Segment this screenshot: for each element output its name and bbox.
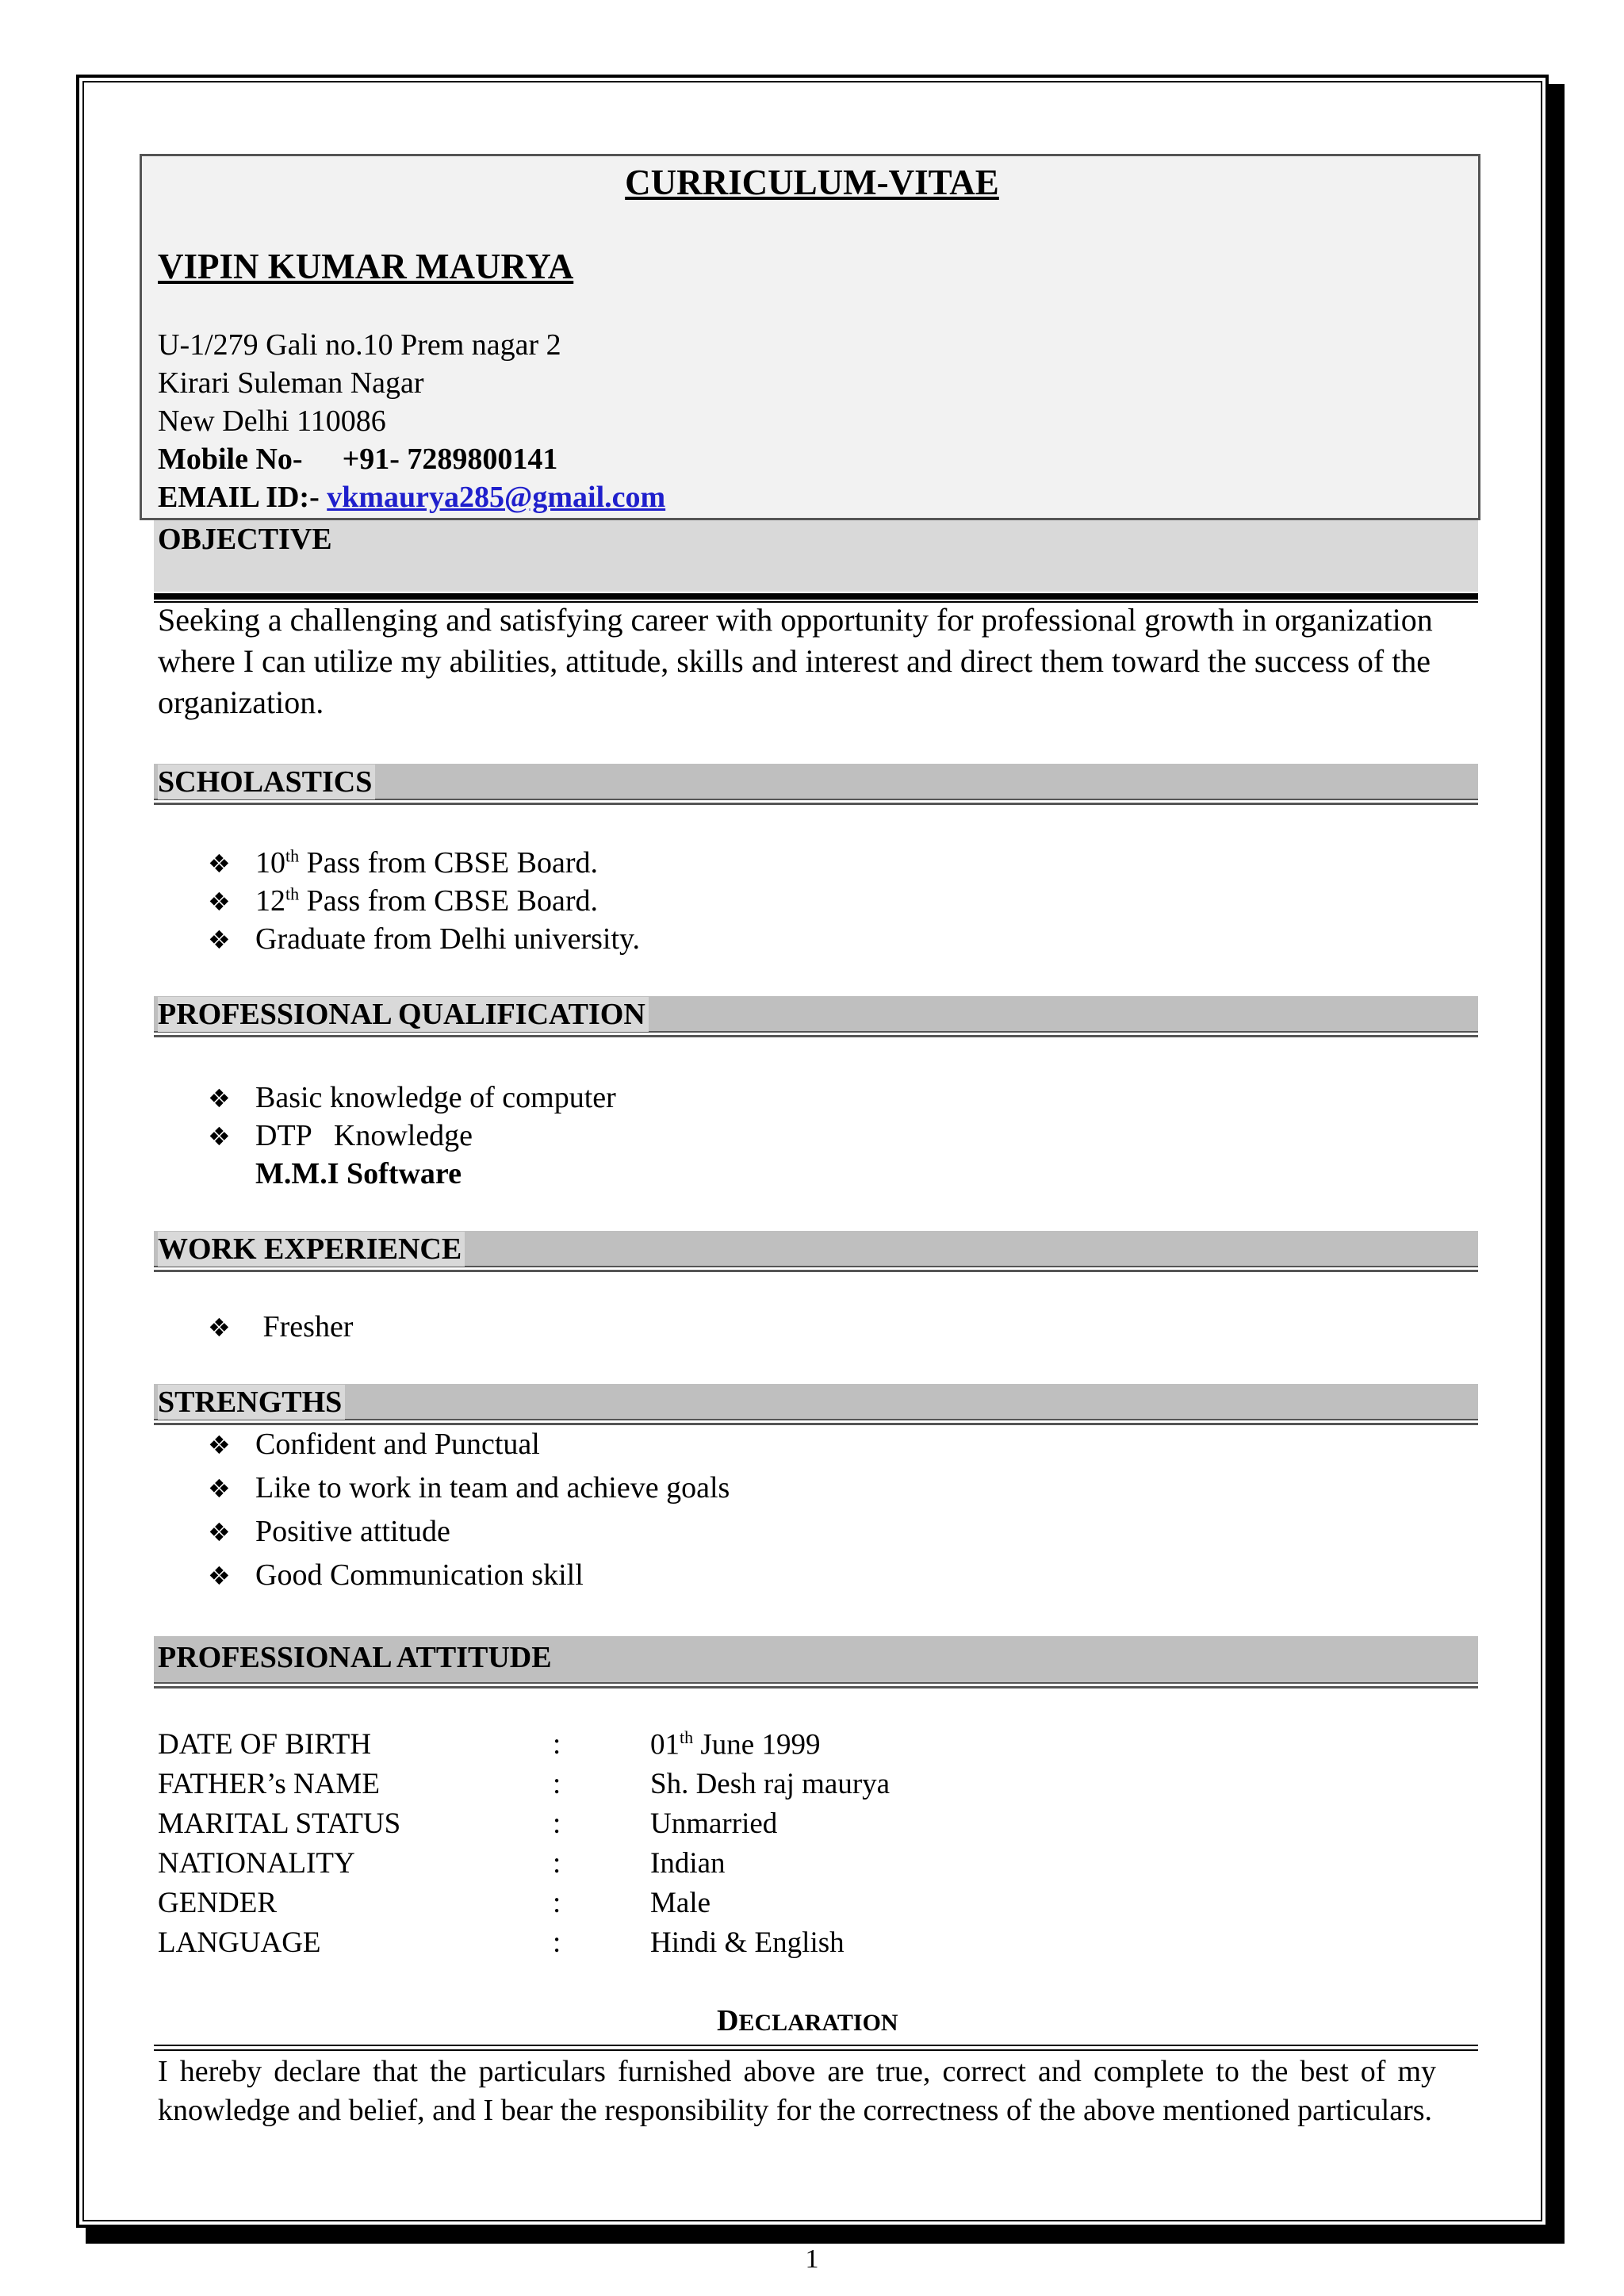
objective-heading: OBJECTIVE [158, 523, 332, 556]
bullet-icon: ❖ [208, 1121, 231, 1152]
father-name-label: FATHER’s NAME [158, 1768, 380, 1800]
dob-colon: : [553, 1728, 561, 1761]
mobile-line [158, 442, 557, 477]
declaration-text: I hereby declare that the particulars furnished above are true, correct and complete to the best of my knowledge and belief, and I bear the responsibility for the correctness of the above mentioned particulars. [158, 2055, 1436, 2127]
marital-status-colon: : [553, 1807, 561, 1840]
bullet-icon: ❖ [208, 1083, 231, 1114]
bullet-icon: ❖ [208, 1430, 231, 1460]
scholastics-item: ❖ Graduate from Delhi university. [208, 922, 641, 956]
marital-status-label: MARITAL STATUS [158, 1807, 401, 1840]
email-link[interactable]: vkmaurya285@gmail.com [327, 481, 666, 514]
nationality-value: Indian [650, 1847, 726, 1880]
qualification-rule [154, 1035, 1478, 1037]
bullet-icon: ❖ [208, 1561, 231, 1591]
qualification-item: ❖ DTP Knowledge [208, 1119, 473, 1152]
bullet-icon: ❖ [208, 1474, 231, 1504]
work-experience-rule [154, 1270, 1478, 1272]
bullet-icon: ❖ [208, 1313, 231, 1343]
language-label: LANGUAGE [158, 1926, 321, 1959]
attitude-rule [154, 1686, 1478, 1688]
strength-item: ❖ Like to work in team and achieve goals [208, 1471, 730, 1504]
gender-value: Male [650, 1887, 711, 1919]
father-name-value: Sh. Desh raj maurya [650, 1768, 891, 1800]
scholastics-heading: SCHOLASTICS [158, 765, 375, 799]
document-title: CURRICULUM-VITAE [625, 163, 999, 202]
address-line-1: U-1/279 Gali no.10 Prem nagar 2 [158, 328, 561, 362]
page-number: 1 [805, 2244, 819, 2274]
qualification-sub-item: M.M.I Software [255, 1157, 462, 1190]
objective-band [154, 520, 1478, 592]
father-name-colon: : [553, 1768, 561, 1800]
work-experience-heading: WORK EXPERIENCE [158, 1232, 465, 1267]
bullet-icon: ❖ [208, 925, 231, 955]
mobile-label: Mobile No- [158, 443, 303, 476]
strengths-band [154, 1384, 1478, 1420]
dob-label: DATE OF BIRTH [158, 1728, 372, 1761]
work-experience-item: ❖ Fresher [208, 1310, 354, 1343]
gender-colon: : [553, 1887, 561, 1919]
objective-rule-thick [154, 593, 1478, 600]
marital-status-value: Unmarried [650, 1807, 778, 1840]
bullet-icon: ❖ [208, 887, 231, 917]
qualification-heading: PROFESSIONAL QUALIFICATION [158, 997, 649, 1032]
objective-text: Seeking a challenging and satisfying career with opportunity for professional growth in organization where I can utilize my abilities, attitude, skills and interest and direct them toward the success of the organization. [158, 602, 1433, 720]
declaration-rule-top [154, 2045, 1478, 2046]
strength-item: ❖ Confident and Punctual [208, 1428, 540, 1461]
strengths-heading: STRENGTHS [158, 1385, 345, 1420]
candidate-name: VIPIN KUMAR MAURYA [158, 247, 574, 286]
nationality-label: NATIONALITY [158, 1847, 355, 1880]
mobile-value: +91- 7289800141 [342, 443, 558, 476]
language-value: Hindi & English [650, 1926, 845, 1959]
strength-item: ❖ Positive attitude [208, 1515, 450, 1548]
declaration-heading: DECLARATION [717, 2004, 898, 2037]
scholastics-rule [154, 803, 1478, 805]
dob-value: 01th June 1999 [650, 1727, 821, 1761]
email-line [158, 480, 665, 515]
scholastics-item: ❖ 12th Pass from CBSE Board. [208, 884, 598, 918]
attitude-heading: PROFESSIONAL ATTITUDE [158, 1641, 552, 1674]
gender-label: GENDER [158, 1887, 278, 1919]
bullet-icon: ❖ [208, 849, 231, 879]
strength-item: ❖ Good Communication skill [208, 1558, 584, 1592]
address-line-3: New Delhi 110086 [158, 404, 386, 438]
address-line-2: Kirari Suleman Nagar [158, 366, 424, 400]
language-colon: : [553, 1926, 561, 1959]
nationality-colon: : [553, 1847, 561, 1880]
email-label: EMAIL ID:- [158, 481, 320, 514]
scholastics-item: ❖ 10th Pass from CBSE Board. [208, 845, 598, 880]
bullet-icon: ❖ [208, 1517, 231, 1547]
qualification-item: ❖ Basic knowledge of computer [208, 1081, 616, 1114]
declaration-rule-bottom [154, 2049, 1478, 2051]
strengths-rule [154, 1423, 1478, 1425]
